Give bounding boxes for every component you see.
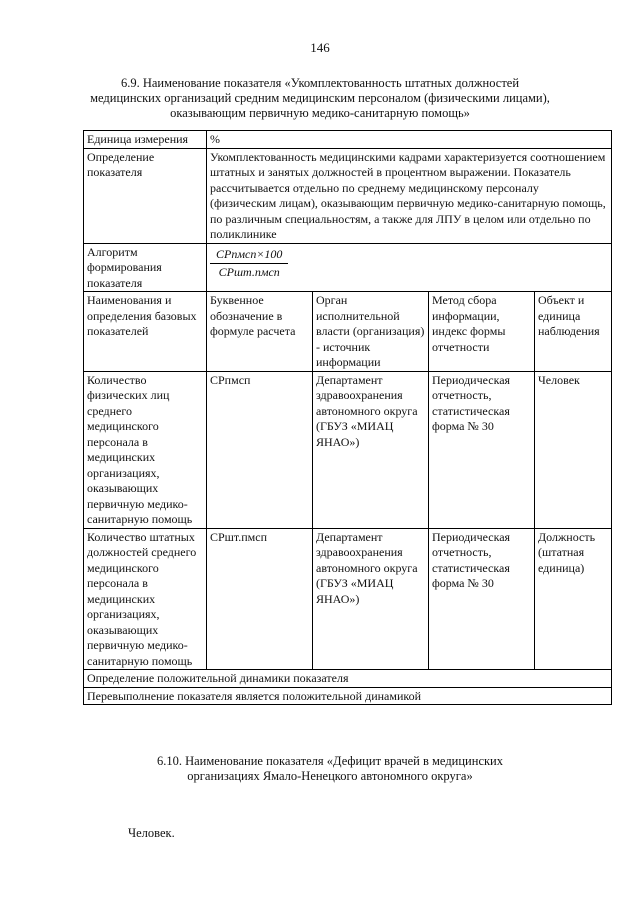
unit-label: Единица измерения	[84, 131, 207, 149]
header-base-indicators: Наименования и определения базовых показателей	[84, 292, 207, 372]
dynamics-label: Определение положительной динамики показателя	[84, 670, 612, 688]
indicator-table	[83, 130, 612, 705]
header-symbol: Буквенное обозначение в формуле расчета	[207, 292, 313, 372]
header-method: Метод сбора информации, индекс формы отчетности	[429, 292, 535, 372]
formula-denominator: СРшт.пмсп	[218, 265, 280, 279]
header-object: Объект и единица наблюдения	[535, 292, 612, 372]
formula	[210, 247, 288, 281]
page-number: 146	[310, 40, 330, 55]
section-6-9-title	[82, 76, 558, 121]
unit-text: Человек.	[128, 826, 175, 840]
table-row	[84, 371, 612, 528]
definition-label: Определение показателя	[84, 148, 207, 243]
unit-value: %	[207, 131, 612, 149]
formula-numerator: СРпмсп×100	[210, 247, 288, 265]
header-source: Орган исполнительной власти (организация) - источник информации	[313, 292, 429, 372]
title-line: 6.9. Наименование показателя «Укомплектованность штатных должностей	[120, 76, 520, 90]
row-object: Должность (штатная единица)	[535, 528, 612, 670]
row-source: Департамент здравоохранения автономного округа (ГБУЗ «МИАЦ ЯНАО»)	[313, 528, 429, 670]
row-name: Количество физических лиц среднего медицинского персонала в медицинских организациях, оказывающих первичную медико-санитарную помощь	[84, 371, 207, 528]
algorithm-label: Алгоритм формирования показателя	[84, 243, 207, 292]
title-line: оказывающим первичную медико-санитарную помощь»	[170, 106, 470, 120]
row-method: Периодическая отчетность, статистическая форма № 30	[429, 528, 535, 670]
definition-text: Укомплектованность медицинскими кадрами характеризуется соотношением штатных и занятых должностей в процентном выражении. Показатель рассчитывается отдельно по среднему медицинскому персоналу (физическим лицам), оказывающим первичную медико-санитарную помощь, по различным специальностям, а также для ЛПУ в целом или отдельно по поликлинике	[207, 148, 612, 243]
table-row	[84, 528, 612, 670]
dynamics-text: Перевыполнение показателя является положительной динамикой	[84, 687, 612, 705]
formula-cell	[207, 243, 612, 292]
title-line: организациях Ямало-Ненецкого автономного округа»	[187, 769, 473, 783]
section-6-10-title	[120, 754, 540, 784]
row-object: Человек	[535, 371, 612, 528]
title-line: медицинских организаций средним медицинским персоналом (физическими лицами),	[90, 91, 550, 105]
row-source: Департамент здравоохранения автономного округа (ГБУЗ «МИАЦ ЯНАО»)	[313, 371, 429, 528]
row-name: Количество штатных должностей среднего медицинского персонала в медицинских организациях, оказывающих первичную медико-санитарную помощь	[84, 528, 207, 670]
row-symbol: СРпмсп	[207, 371, 313, 528]
row-symbol: СРшт.пмсп	[207, 528, 313, 670]
row-method: Периодическая отчетность, статистическая форма № 30	[429, 371, 535, 528]
title-line: 6.10. Наименование показателя «Дефицит врачей в медицинских	[156, 754, 503, 768]
